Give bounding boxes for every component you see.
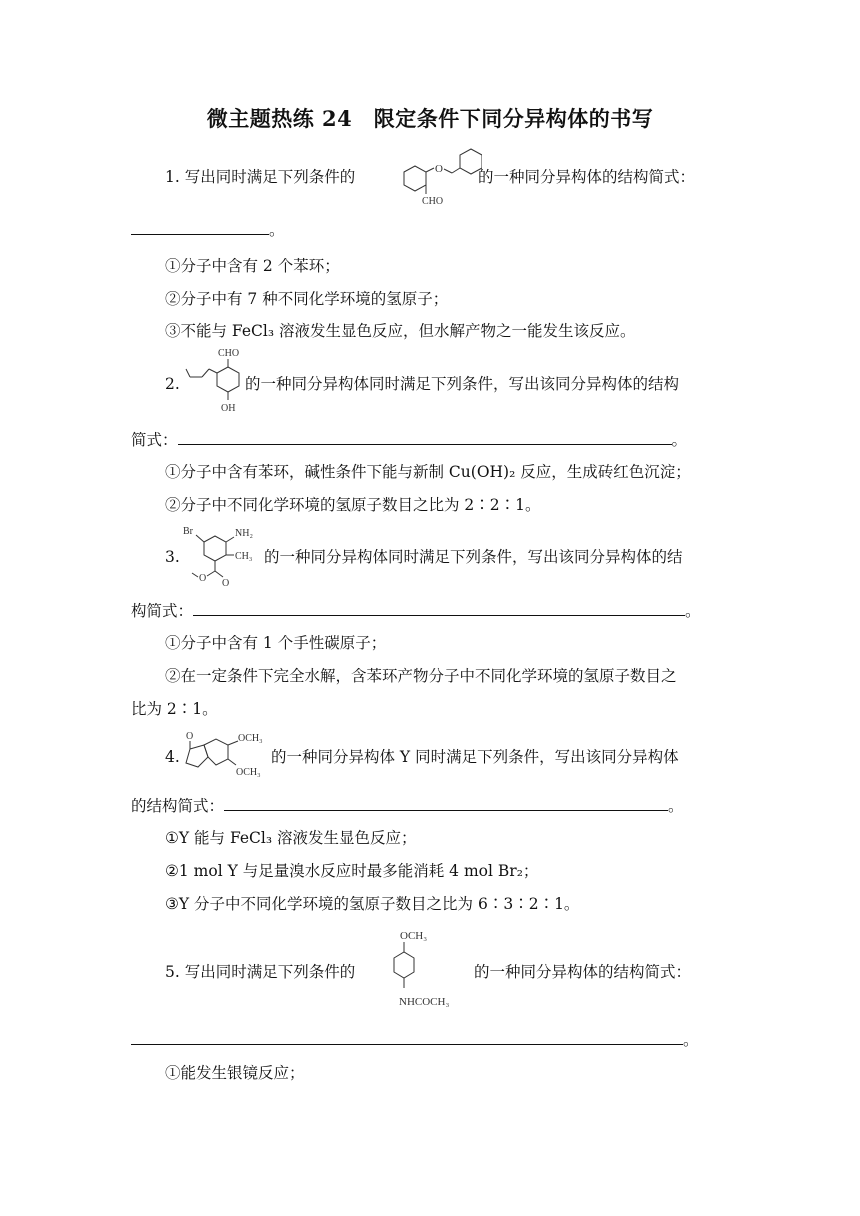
q3-nh2-label: NH₂ bbox=[235, 528, 253, 539]
q2-structure bbox=[182, 346, 246, 416]
q2-oh-label: OH bbox=[221, 403, 236, 414]
q5-structure bbox=[388, 926, 474, 1018]
q4-suffix: 的一种同分异构体 Y 同时满足下列条件，写出该同分异构体 bbox=[271, 748, 679, 766]
q5-answer-line: 。 bbox=[131, 1030, 699, 1050]
q1-ring-left bbox=[404, 166, 426, 191]
q2-cho-label: CHO bbox=[218, 348, 240, 359]
q3-o-label-1: O bbox=[222, 578, 230, 588]
q1-condition-2: ②分子中有 7 种不同化学环境的氢原子； bbox=[165, 290, 449, 308]
q1-condition-1: ①分子中含有 2 个苯环； bbox=[165, 257, 340, 275]
q2-answer-blank[interactable] bbox=[178, 430, 672, 445]
q3-answer-line: 构简式： 。 bbox=[131, 602, 701, 620]
q5-och3-label: OCH₃ bbox=[400, 930, 428, 942]
q4-och3-label-b: OCH₃ bbox=[236, 767, 261, 778]
q1-condition-3: ③不能与 FeCl₃ 溶液发生显色反应，但水解产物之一能发生该反应。 bbox=[165, 322, 636, 340]
q4-condition-3: ③Y 分子中不同化学环境的氢原子数目之比为 6∶3∶2∶1。 bbox=[165, 895, 580, 913]
q4-och3-label-a: OCH₃ bbox=[238, 733, 263, 744]
q1-prefix: 1. 写出同时满足下列条件的 bbox=[165, 168, 356, 186]
q1-suffix: 的一种同分异构体的结构简式： bbox=[478, 168, 696, 186]
q2-condition-1: ①分子中含有苯环，碱性条件下能与新制 Cu(OH)₂ 反应，生成砖红色沉淀； bbox=[165, 463, 691, 481]
q4-o-label: O bbox=[186, 731, 194, 742]
q3-ring bbox=[204, 536, 226, 561]
q5-prefix: 5. 写出同时满足下列条件的 bbox=[165, 963, 356, 981]
q3-suffix: 的一种同分异构体同时满足下列条件，写出该同分异构体的结 bbox=[264, 548, 683, 566]
q3-o-label-2: O bbox=[199, 573, 207, 584]
q2-suffix: 的一种同分异构体同时满足下列条件，写出该同分异构体的结构 bbox=[245, 375, 680, 393]
q5-nh-label: NHCOCH₃ bbox=[399, 996, 450, 1008]
q2-ring bbox=[217, 367, 239, 392]
q4-prefix: 4. bbox=[165, 748, 180, 766]
q1-cho-label: CHO bbox=[422, 196, 444, 207]
q2-answer-line: 简式： 。 bbox=[131, 431, 688, 449]
q2-condition-2: ②分子中不同化学环境的氢原子数目之比为 2∶2∶1。 bbox=[165, 496, 541, 514]
q3-prefix: 3. bbox=[165, 548, 180, 566]
q1-o-label: O bbox=[435, 163, 443, 175]
q5-answer-blank[interactable] bbox=[131, 1030, 683, 1045]
q5-suffix: 的一种同分异构体的结构简式： bbox=[474, 963, 692, 981]
q3-answer-blank[interactable] bbox=[193, 601, 685, 616]
q3-br-label: Br bbox=[183, 526, 193, 537]
q3-ch3-label: CH₃ bbox=[235, 551, 253, 562]
q4-answer-line: 的结构简式： 。 bbox=[131, 797, 684, 815]
q4-answer-blank[interactable] bbox=[224, 796, 668, 811]
q3-condition-1: ①分子中含有 1 个手性碳原子； bbox=[165, 634, 387, 652]
q3-condition-2-cont: 比为 2∶1。 bbox=[131, 700, 218, 718]
page-title: 微主题热练 24 限定条件下同分异构体的书写 bbox=[206, 106, 654, 131]
q5-ring bbox=[394, 952, 414, 978]
q2-prefix: 2. bbox=[165, 375, 180, 393]
q1-answer-line: 。 bbox=[131, 220, 285, 240]
q4-condition-1: ①Y 能与 FeCl₃ 溶液发生显色反应； bbox=[165, 829, 417, 847]
q4-benzene-ring bbox=[204, 739, 228, 765]
q1-structure bbox=[382, 142, 482, 208]
q1-answer-blank[interactable] bbox=[131, 220, 269, 235]
q3-condition-2: ②在一定条件下完全水解，含苯环产物分子中不同化学环境的氢原子数目之 bbox=[165, 667, 677, 685]
q4-structure bbox=[180, 727, 272, 785]
q4-condition-2: ②1 mol Y 与足量溴水反应时最多能消耗 4 mol Br₂； bbox=[165, 862, 539, 880]
q3-structure bbox=[182, 522, 266, 588]
q5-condition-1: ①能发生银镜反应； bbox=[165, 1064, 305, 1082]
